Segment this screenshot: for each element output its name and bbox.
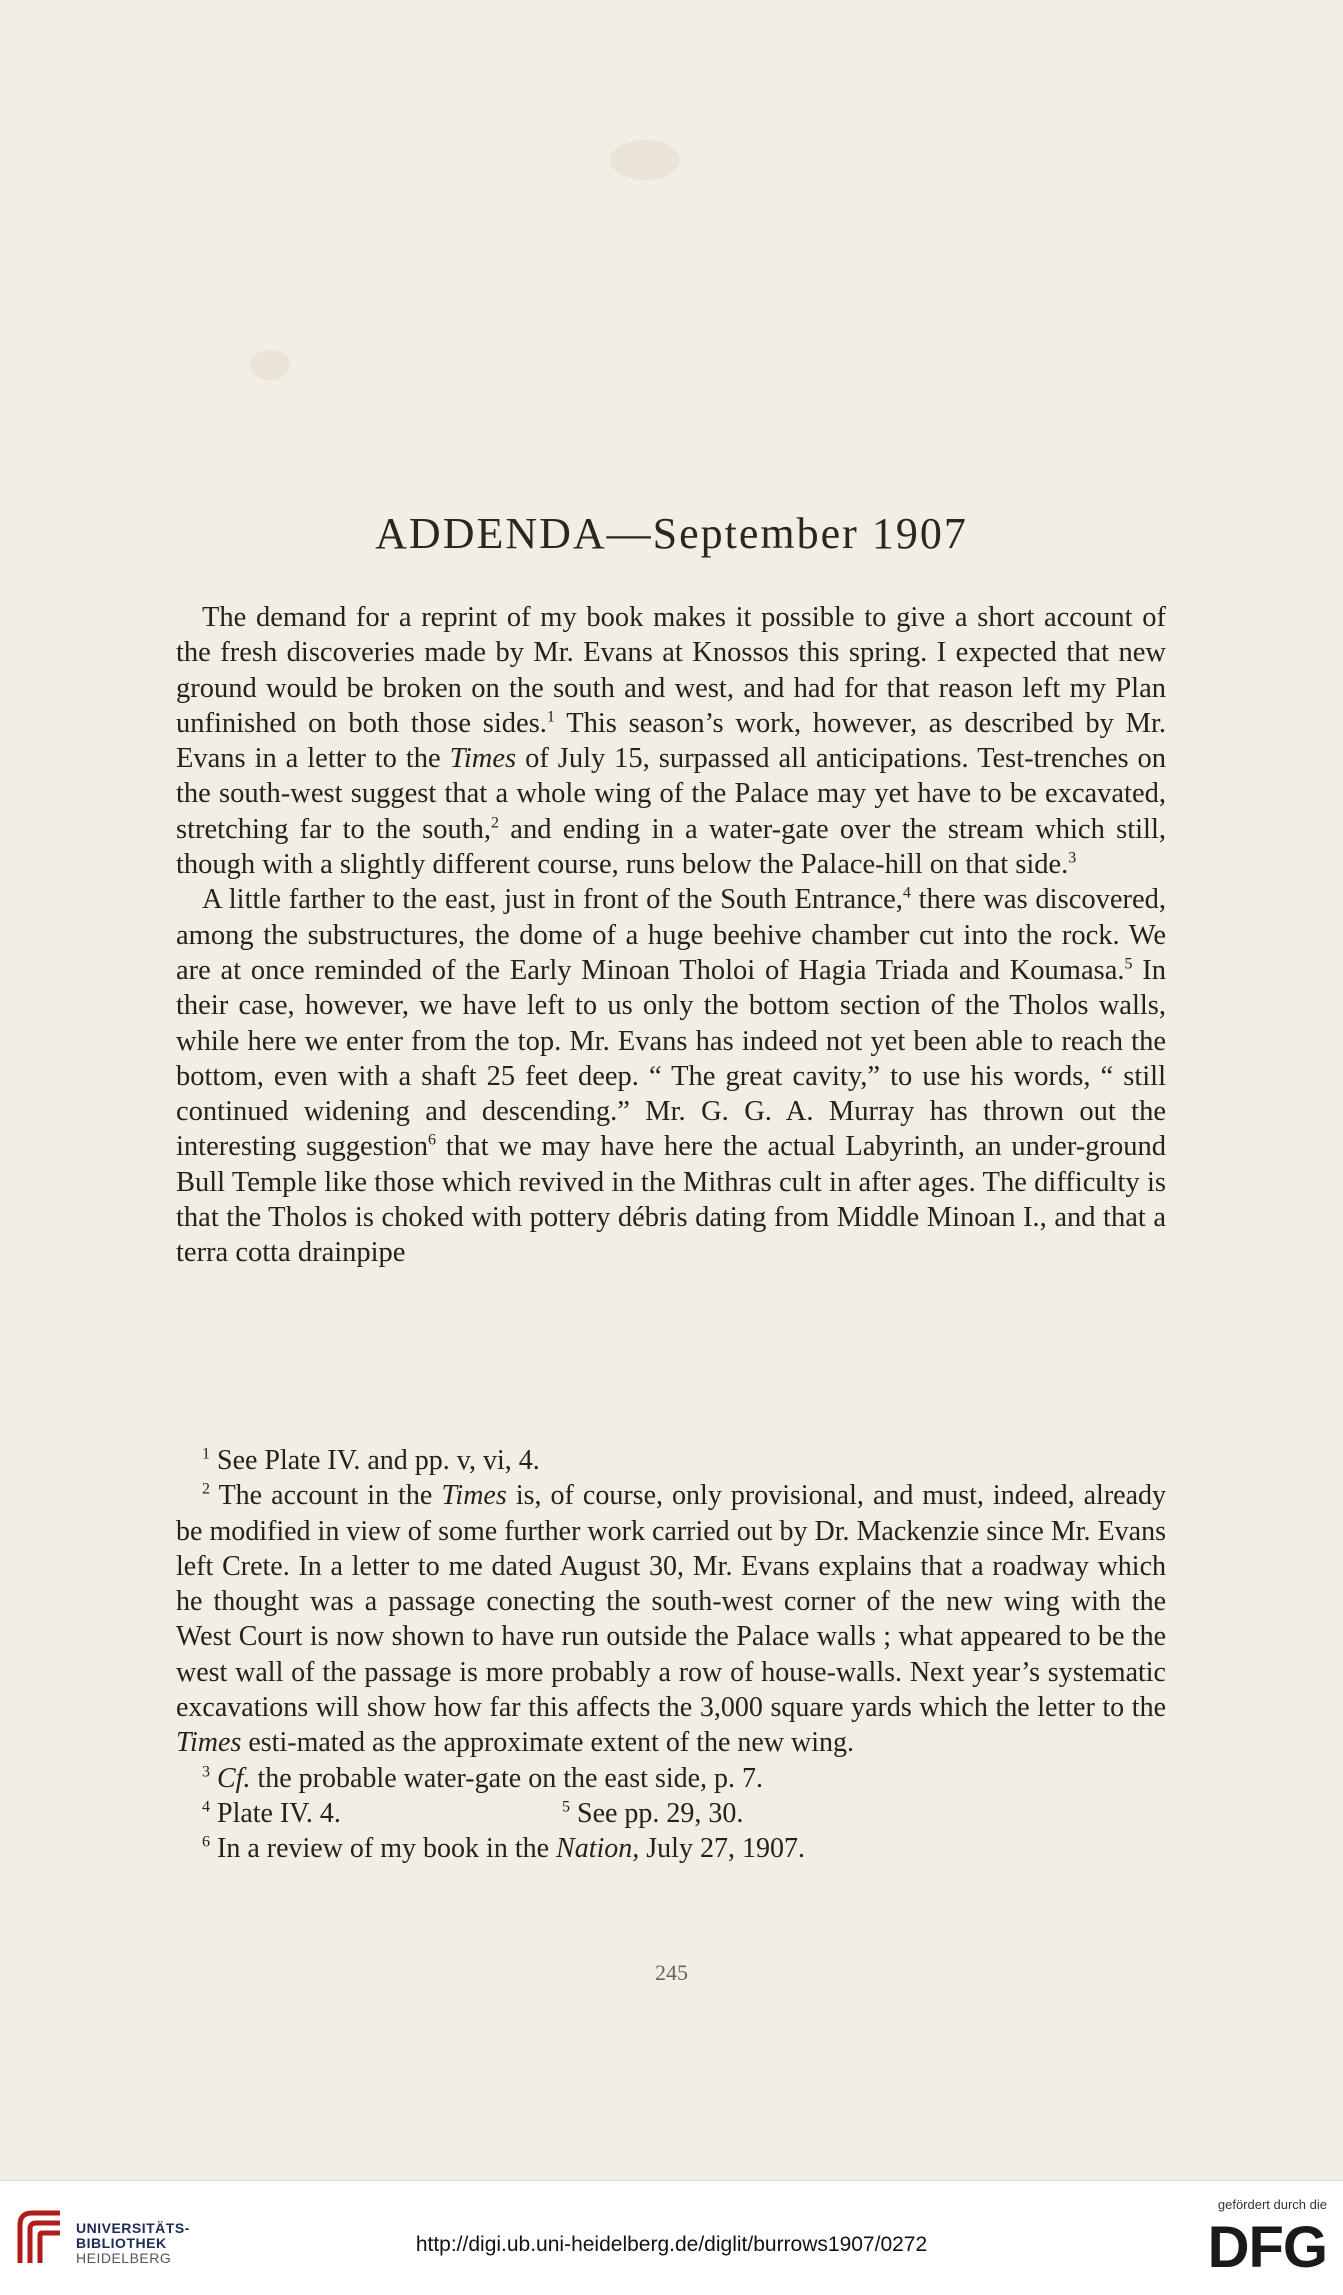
paragraph-2: A little farther to the east, just in front of the South Entrance,$^4$ there was discovered, among the substructures, the dome of a huge beehive chamber cut into the rock. We are at once reminded of the Early Minoan Tholoi of Hagia Triada and Koumasa.$^5$ In their case, however, we have left to us only the bottom section of the Tholos walls, while here we enter from the top. Mr. Evans has indeed not yet been able to reach the bottom, even with a shaft 25 feet deep. “ The great cavity,” to use his words, “ still continued widening and descending.” Mr. G. G. A. Murray has thrown out the interesting suggestion$^6$ that we may have here the actual Labyrinth, an under-ground Bull Temple like those which revived in the Mithras cult in after ages. The difficulty is that the Tholos is choked with pottery débris dating from Middle Minoan I., and that a terra cotta drainpipe [176, 884, 1167, 1269]
page-number: 245 [655, 1960, 688, 1985]
permalink-url[interactable]: http://digi.ub.uni-heidelberg.de/diglit/burrows1907/0272 [415, 2233, 928, 2256]
footnote-4: $^4$ Plate IV. 4. [202, 1797, 341, 1829]
body-text [176, 600, 1166, 1271]
footnote-2: $^2$ The account in the Times is, of course, only provisional, and must, indeed, already be modified in view of some further work carried out by Dr. Mackenzie since Mr. Evans left Crete. In a letter to me dated August 30, Mr. Evans explains that a roadway which he thought was a passage conecting the south-west corner of the new wing with the West Court is now shown to have run outside the Palace walls ; what appeared to be the west wall of the passage is more probably a row of house-walls. Next year’s systematic excavations will show how far this affects the 3,000 square yards which the letter to the Times esti-mated as the approximate extent of the new wing. [176, 1480, 1167, 1759]
viewer-footer [0, 2180, 1343, 2295]
footnote-5: $^5$ See pp. 29, 30. [562, 1797, 744, 1829]
footnotes [176, 1443, 1166, 1867]
footnote-3: $^3$ Cf. the probable water-gate on the east side, p. 7. [202, 1762, 764, 1794]
footnote-4-5 [176, 1796, 1166, 1831]
funding-note: gefördert durch die [1217, 2197, 1327, 2212]
footnote-1: $^1$ See Plate IV. and pp. v, vi, 4. [202, 1445, 540, 1476]
dfg-logo: DFG [1207, 2215, 1327, 2280]
page-heading: ADDENDA—September 1907 [375, 509, 968, 558]
paragraph-1: The demand for a reprint of my book makes it possible to give a short account of the fresh discoveries made by Mr. Evans at Knossos this spring. I expected that new ground would be broken on the south and west, and had for that reason left my Plan unfinished on both those sides.$^1$ This season’s work, however, as described by Mr. Evans in a letter to the Times of July 15, surpassed all anticipations. Test-trenches on the south-west suggest that a whole wing of the Palace may yet have to be excavated, stretching far to the south,$^2$ and ending in a water-gate over the stream which still, though with a slightly different course, runs below the Palace-hill on that side.$^3$ [176, 602, 1167, 881]
footnote-6: $^6$ In a review of my book in the Nation, July 27, 1907. [202, 1833, 805, 1865]
library-name: UNIVERSITÄTS- BIBLIOTHEK HEIDELBERG [76, 2220, 190, 2266]
